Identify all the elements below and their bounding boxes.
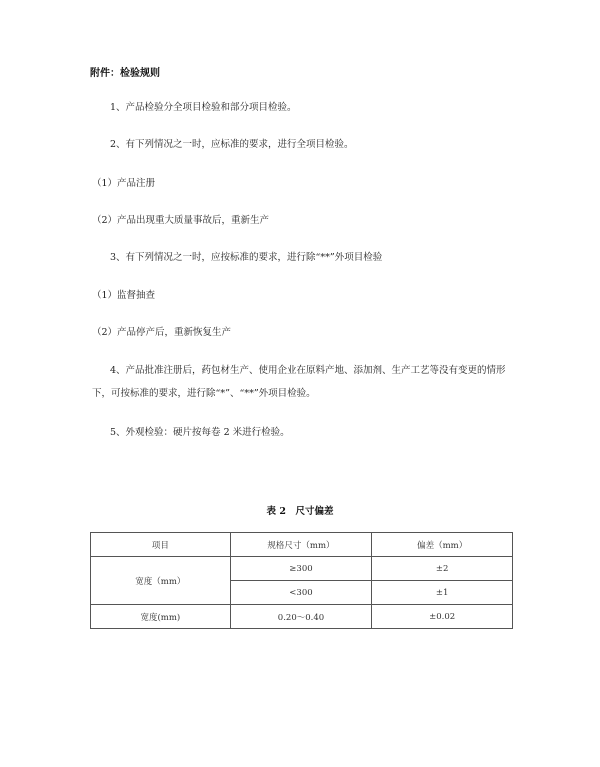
table-caption: 表 2 尺寸偏差 <box>266 506 334 517</box>
header-deviation: 偏差（mm） <box>372 533 513 557</box>
rule-2: 2、有下列情况之一时，应标准的要求，进行全项目检验。 <box>110 139 354 150</box>
row-2-item: 宽度(mm) <box>91 605 231 629</box>
row-1-spec-1: ≥300 <box>230 557 372 581</box>
table-row <box>91 557 513 581</box>
rule-5: 5、外观检验：硬片按每卷 2 米进行检验。 <box>110 427 290 438</box>
rule-3-item-1: （1）监督抽查 <box>92 290 156 301</box>
row-1-deviation-2: ±1 <box>372 581 513 605</box>
header-item: 项目 <box>91 533 231 557</box>
table-header-row <box>91 533 513 557</box>
rule-1: 1、产品检验分全项目检验和部分项目检验。 <box>110 102 297 113</box>
row-1-deviation-1: ±2 <box>372 557 513 581</box>
row-2-deviation: ±0.02 <box>372 605 513 629</box>
rule-4: 4、产品批准注册后，药包材生产、使用企业在原料产地、添加剂、生产工艺等没有变更的情形下，可按标准的要求，进行除“*”、“**”外项目检验。 <box>92 365 506 399</box>
attachment-heading: 附件：检验规则 <box>90 68 160 79</box>
rule-2-item-1: （1）产品注册 <box>92 178 156 189</box>
row-2-spec: 0.20～0.40 <box>230 605 372 629</box>
rule-3: 3、有下列情况之一时，应按标准的要求，进行除“**”外项目检验 <box>110 252 383 263</box>
row-1-item: 宽度（mm） <box>91 557 231 605</box>
table-row <box>91 605 513 629</box>
rule-3-item-2: （2）产品停产后，重新恢复生产 <box>92 327 232 338</box>
row-1-spec-2: <300 <box>230 581 372 605</box>
rule-2-item-2: （2）产品出现重大质量事故后，重新生产 <box>92 215 270 226</box>
dimension-deviation-table <box>90 532 513 629</box>
header-spec: 规格尺寸（mm） <box>230 533 372 557</box>
